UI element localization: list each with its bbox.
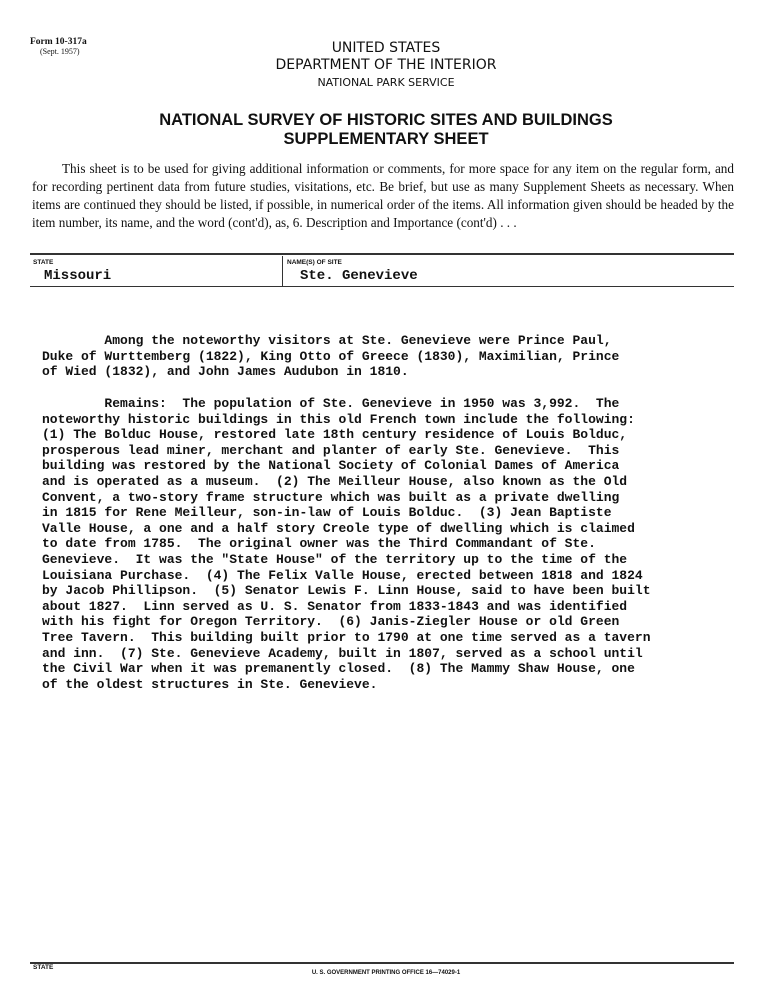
body-paragraph-1 bbox=[42, 333, 682, 380]
agency-line-1: UNITED STATES bbox=[331, 40, 441, 56]
body-line: building was restored by the National Society of Colonial Dames of America bbox=[42, 458, 620, 474]
body-line: Convent, a two-story frame structure which was built as a private dwelling bbox=[42, 489, 620, 505]
state-value: Missouri bbox=[44, 268, 112, 284]
state-label: STATE bbox=[33, 259, 54, 266]
body-line: with his fight for Oregon Territory. (6) Janis-Ziegler House or old Green bbox=[42, 614, 620, 630]
form-revision: (Sept. 1957) bbox=[40, 47, 80, 56]
sheet-subtitle: SUPPLEMENTARY SHEET bbox=[283, 130, 489, 148]
instructions-paragraph: This sheet is to be used for giving additional information or comments, for more space for any item on the regular form, and for recording pertinent data from future studies, visitations, etc. Be brief, but use as many Supplement Sheets as necessary. When items are continued they should be listed, if possible, in numerical order of the items. All information given should be headed by the item number, its name, and the word (cont'd), as, 6. Description and Importance (cont'd) . . . bbox=[32, 161, 734, 230]
footer-state-label: STATE bbox=[33, 964, 54, 971]
body-line: and is operated as a museum. (2) The Meilleur House, also known as the Old bbox=[42, 473, 628, 489]
body-line: Valle House, a one and a half story Creole type of dwelling which is claimed bbox=[42, 520, 635, 536]
body-line: prosperous lead miner, merchant and planter of early Ste. Genevieve. This bbox=[42, 442, 620, 458]
body-line: Among the noteworthy visitors at Ste. Genevieve were Prince Paul, bbox=[42, 333, 612, 348]
site-label: NAME(S) OF SITE bbox=[287, 259, 342, 266]
header-top-rule bbox=[30, 253, 734, 255]
footer-rule bbox=[30, 962, 734, 964]
sheet-title: NATIONAL SURVEY OF HISTORIC SITES AND BUILDINGS bbox=[159, 111, 613, 129]
body-line: noteworthy historic buildings in this old French town include the following: bbox=[42, 411, 635, 427]
form-number-text: Form 10-317a bbox=[30, 37, 87, 47]
header-bottom-rule bbox=[30, 286, 734, 287]
body-line: Remains: The population of Ste. Genevieve in 1950 was 3,992. The bbox=[42, 396, 620, 411]
body-line: by Jacob Phillipson. (5) Senator Lewis F. Linn House, said to have been built bbox=[42, 583, 651, 599]
body-line: (1) The Bolduc House, restored late 18th century residence of Louis Bolduc, bbox=[42, 427, 628, 443]
body-line: the Civil War when it was premanently closed. (8) The Mammy Shaw House, one bbox=[42, 661, 635, 677]
printer-imprint: U. S. GOVERNMENT PRINTING OFFICE 16—74029-1 bbox=[311, 970, 461, 976]
body-line: in 1815 for Rene Meilleur, son-in-law of Louis Bolduc. (3) Jean Baptiste bbox=[42, 505, 612, 521]
body-line: and inn. (7) Ste. Genevieve Academy, built in 1807, served as a school until bbox=[42, 645, 643, 661]
body-paragraph-2 bbox=[42, 396, 682, 692]
site-value: Ste. Genevieve bbox=[300, 268, 418, 284]
body-line: Duke of Wurttemberg (1822), King Otto of Greece (1830), Maximilian, Prince bbox=[42, 348, 620, 364]
body-line: Louisiana Purchase. (4) The Felix Valle House, erected between 1818 and 1824 bbox=[42, 567, 643, 583]
body-line: Genevieve. It was the "State House" of the territory up to the time of the bbox=[42, 551, 628, 567]
header-divider bbox=[282, 256, 283, 286]
agency-line-3: NATIONAL PARK SERVICE bbox=[317, 76, 455, 89]
body-line: Tree Tavern. This building built prior to 1790 at one time served as a tavern bbox=[42, 629, 651, 645]
body-line: of the oldest structures in Ste. Genevieve. bbox=[42, 676, 378, 692]
body-line: of Wied (1832), and John James Audubon in 1810. bbox=[42, 364, 409, 380]
agency-line-2: DEPARTMENT OF THE INTERIOR bbox=[275, 57, 497, 73]
body-line: about 1827. Linn served as U. S. Senator from 1833-1843 and was identified bbox=[42, 598, 628, 614]
body-line: to date from 1785. The original owner was the Third Commandant of Ste. bbox=[42, 536, 596, 552]
